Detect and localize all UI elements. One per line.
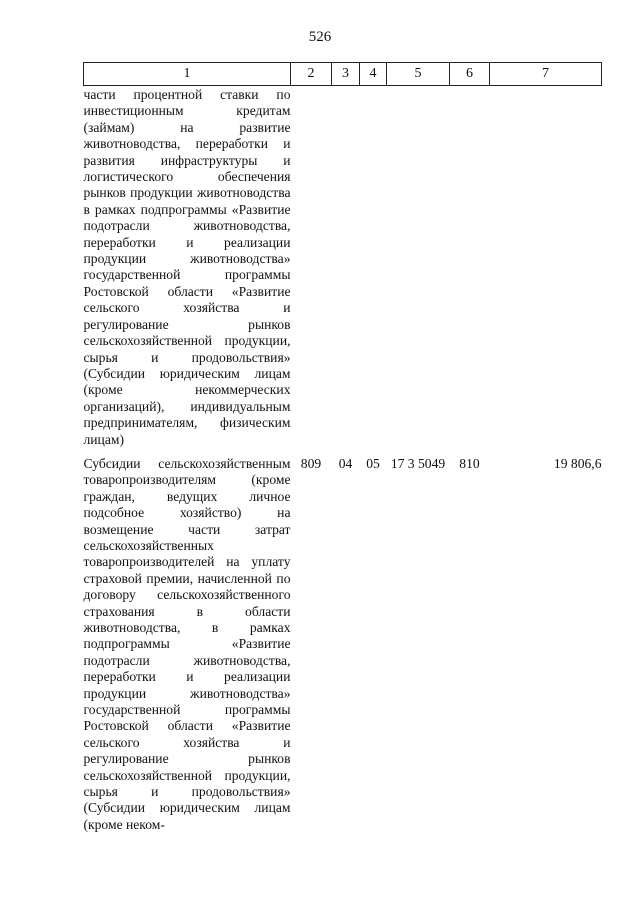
row-expense-type: 810 <box>459 455 480 471</box>
row-section-code: 04 <box>338 455 353 471</box>
row-description: Субсидии сельскохозяйственным товаропроизводителям (кроме граждан, ведущих личное подсобное хозяйство) на возмещение части затрат сельскохозяйственных товаропроизводителей на уплату страховой премии, начисленной по договору сельскохозяйственного страхования в области животноводства, в рамках подпрограммы «Развитие подотрасли животноводства, переработки и реализации продукции животноводства» государственной программы Ростовской области «Развитие сельского хозяйства и регулирование рынков сельскохозяйственной продукции, сырья и продовольствия» (Субсидии юридическим лицам (кроме неком- <box>83 455 291 832</box>
column-header-6: 6 <box>450 63 490 86</box>
column-header-5: 5 <box>387 63 450 86</box>
row-description: части процентной ставки по инвестиционным кредитам (займам) на развитие животноводства, переработки и развития инфраструктуры и логистического обеспечения рынков продукции животноводства в рамках подпрограммы «Развитие подотрасли животноводства, переработки и реализации продукции животноводства» государственной программы Ростовской области «Развитие сельского хозяйства и регулирование рынков сельскохозяйственной продукции, сырья и продовольствия» (Субсидии юридическим лицам (кроме некоммерческих организаций), индивидуальным предпринимателям, физическим лицам) <box>83 87 291 447</box>
row-ministry-code: 809 <box>300 455 322 471</box>
row-subsection-code: 05 <box>366 455 380 471</box>
column-header-2: 2 <box>291 63 332 86</box>
budget-table <box>83 62 602 833</box>
row-target-article <box>387 86 450 448</box>
table-header-row <box>84 63 602 86</box>
row-section-code <box>332 86 360 448</box>
row-amount: 19 806,6 <box>553 455 602 471</box>
column-header-4: 4 <box>360 63 387 86</box>
column-header-3: 3 <box>332 63 360 86</box>
row-expense-type <box>450 86 490 448</box>
row-subsection-code <box>360 86 387 448</box>
row-ministry-code <box>291 86 332 448</box>
table-row <box>84 86 602 448</box>
column-header-7: 7 <box>490 63 602 86</box>
row-amount <box>490 86 602 448</box>
page-number: 526 <box>308 29 332 45</box>
table-row <box>84 448 602 833</box>
column-header-1: 1 <box>84 63 291 86</box>
row-target-article: 17 3 5049 <box>390 455 446 471</box>
